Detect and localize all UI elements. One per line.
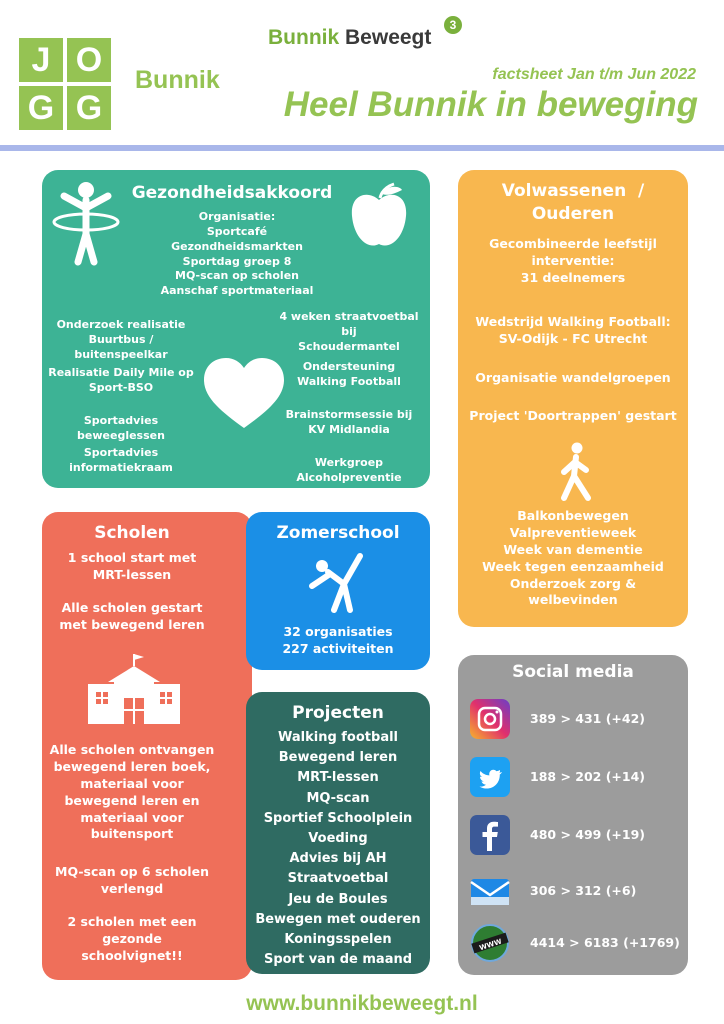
zomerschool-title: Zomerschool [276,523,400,543]
stat-line: 32 organisaties [283,624,393,639]
social-row-twitter [470,757,680,801]
title-line: Volwassenen / [501,181,645,201]
social-media-panel [458,655,688,975]
title-line: Ouderen [531,203,615,224]
scholen-item [42,864,222,898]
item-line: Project 'Doortrappen' gestart [469,408,677,423]
gezondheidsakkoord-panel [42,170,430,488]
list-item: Jeu de Boules [288,891,388,907]
list-item: Bewegend leren [278,750,398,766]
organisatie-line: Gezondheidsmarkten [171,239,303,253]
gezondheid-left-item [46,366,196,396]
page-title: Heel Bunnik in beweging [283,85,698,124]
item-line: 1 school start met [67,550,197,565]
list-item: MRT-lessen [297,770,379,786]
list-item: Walking football [277,730,398,745]
item-line: schoolvignet!! [81,947,183,963]
scholen-panel [42,512,252,980]
item-line: Wedstrijd Walking Football: [475,314,671,329]
stat-line: 227 activiteiten [282,640,394,656]
projecten-list [246,728,430,970]
item-line: Walking Football [297,374,401,388]
apple-icon [348,182,410,250]
mail-icon [470,871,510,911]
social-count: 4414 > 6183 (+1769) [530,935,680,950]
item-line: 31 deelnemers [520,269,626,285]
logo-letter: G [67,86,111,130]
item-line: bewegend leren en [64,792,200,808]
logo-letter: O [67,38,111,82]
hula-hoop-person-icon [52,178,120,266]
gezondheid-left-item [46,446,196,476]
logo-word: Bunnik [135,66,220,94]
scholen-item [42,914,222,965]
item-line: welbevinden [528,592,618,608]
brand-part1: Bunnik [268,26,340,49]
item-line: Gecombineerde leefstijl [489,236,657,251]
item-line: bewegend leren boek, [53,758,211,774]
scholen-item [42,550,222,584]
list-item: Voeding [308,831,368,847]
social-title: Social media [512,662,634,682]
list-item: Advies bij AH [289,851,387,867]
social-row-instagram [470,699,680,743]
item-line: Buurtbus / buitenspeelkar [74,332,168,361]
item-line: materiaal voor [80,775,184,791]
item-line: Brainstormsessie bij [285,408,413,421]
gezondheid-left-item [42,414,200,444]
item-line: Alle scholen ontvangen [49,742,215,757]
instagram-icon [470,699,510,739]
item-line: Onderzoek realisatie [56,318,186,331]
item-line: materiaal voor [80,809,184,825]
footer-url[interactable]: www.bunnikbeweegt.nl [246,992,478,1015]
stretching-person-icon [304,552,368,614]
scholen-item [42,600,222,634]
factsheet-subtitle: factsheet Jan t/m Jun 2022 [492,66,696,83]
item-line: Onderzoek zorg & [509,575,637,591]
list-item: Koningsspelen [284,932,392,948]
gezondheid-title: Gezondheidsakkoord [131,183,333,203]
social-count: 389 > 431 (+42) [530,711,646,726]
item-line: Alle scholen gestart [61,600,203,615]
brand-superscript: 3 [444,16,462,34]
list-item: Sportief Schoolplein [263,810,413,826]
item-line: met bewegend leren [59,616,205,632]
volwassenen-title [458,180,688,226]
list-item: MQ-scan [306,790,370,806]
gezondheid-left-item [46,318,196,363]
item-line: Week tegen eenzaamheid [482,558,664,574]
volwassenen-item [458,408,688,425]
www-globe-icon [470,923,510,963]
list-item: Bewegen met ouderen [255,911,421,927]
item-line: Werkgroep [314,456,384,469]
gezondheid-right-item [270,456,428,486]
item-line: Valpreventieweek [509,524,637,540]
item-line: gezonde [102,930,162,946]
social-row-facebook [470,815,680,859]
volwassenen-bottom-list [458,508,688,609]
walking-person-icon [554,442,598,502]
item-line: Schoudermantel [298,339,400,353]
organisatie-list [142,210,332,299]
item-line: KV Midlandia [308,422,390,436]
item-line: informatiekraam [69,460,173,474]
gezondheid-right-item [270,310,428,355]
header-divider [0,145,724,151]
scholen-item [42,742,222,843]
list-item: Sport van de maand [263,952,413,968]
gezondheid-right-item [270,408,428,438]
projecten-title: Projecten [292,703,384,723]
twitter-icon [470,757,510,797]
social-row-website [470,923,680,967]
item-line: 4 weken straatvoetbal bij [279,310,419,338]
zomerschool-panel [246,512,430,670]
volwassenen-item [458,370,688,387]
item-line: MQ-scan op 6 scholen [55,864,209,879]
logo-letter: J [19,38,63,82]
brand-logo [268,18,457,50]
scholen-title: Scholen [94,523,170,543]
volwassenen-item [458,236,688,287]
item-line: buitensport [90,826,174,842]
volwassenen-item [458,314,688,348]
projecten-panel [246,692,430,974]
organisatie-line: Sportdag groep 8 [182,254,292,268]
item-line: verlengd [100,880,164,896]
list-item: Straatvoetbal [287,871,389,887]
item-line: Ondersteuning [302,360,396,373]
item-line: Sportadvies beweeglessen [77,414,165,442]
www-label: WWW [478,937,503,953]
item-line: Alcoholpreventie [296,470,402,484]
item-line: MRT-lessen [92,566,172,582]
social-count: 480 > 499 (+19) [530,827,646,842]
item-line: Sportadvies [83,446,159,459]
school-building-icon [86,652,182,726]
item-line: SV-Odijk - FC Utrecht [498,330,648,346]
gezondheid-right-item [270,360,428,390]
item-line: Balkonbewegen [517,508,629,523]
brand-part2: Beweegt [345,26,432,49]
item-line: Realisatie Daily Mile op [48,366,194,379]
organisatie-line: Organisatie: [198,210,276,223]
zomerschool-stats [246,624,430,658]
organisatie-line: Sportcafé [206,224,268,238]
volwassenen-panel [458,170,688,627]
item-line: 2 scholen met een [67,914,197,929]
social-row-mail [470,871,680,915]
facebook-icon [470,815,510,855]
item-line: Organisatie wandelgroepen [475,370,671,385]
item-line: Week van dementie [503,541,643,557]
item-line: Sport-BSO [88,380,154,394]
item-line: interventie: [531,252,615,268]
social-count: 188 > 202 (+14) [530,769,646,784]
organisatie-line: MQ-scan op scholen [175,269,299,283]
social-count: 306 > 312 (+6) [530,883,637,898]
organisatie-line: Aanschaf sportmateriaal [160,284,314,298]
logo-letter: G [19,86,63,130]
jogg-logo [19,38,111,130]
